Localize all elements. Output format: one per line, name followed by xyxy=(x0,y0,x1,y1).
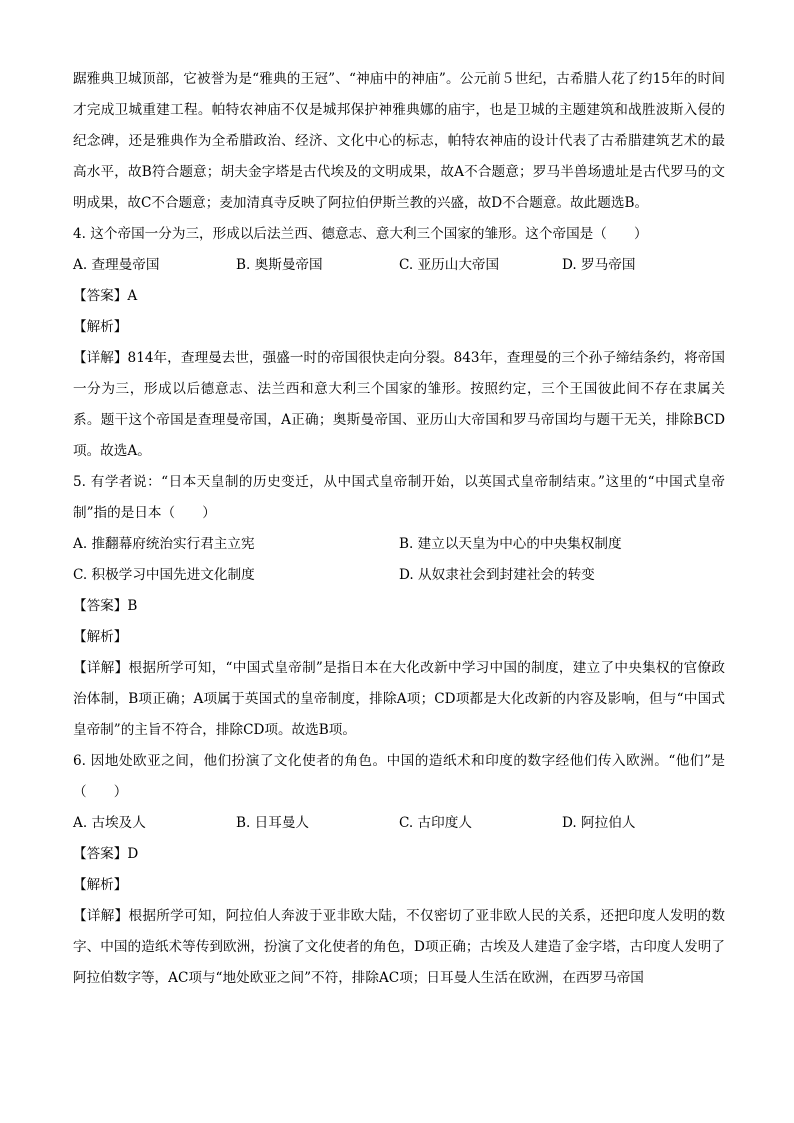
question-5-options xyxy=(73,529,725,591)
question-4-options xyxy=(73,250,725,281)
question-4-option-a: A. 查理曼帝国 xyxy=(73,257,160,273)
question-6-option-a: A. 古埃及人 xyxy=(73,815,146,831)
question-4-option-b: B. 奥斯曼帝国 xyxy=(236,257,323,273)
document-page xyxy=(73,64,725,994)
question-5-option-a: A. 推翻幕府统治实行君主立宪 xyxy=(73,536,255,552)
question-4-analysis-label: 【解析】 xyxy=(73,319,128,335)
question-6-option-c: C. 古印度人 xyxy=(399,815,472,831)
question-4-answer: 【答案】A xyxy=(73,288,138,304)
question-6-answer: 【答案】D xyxy=(73,846,139,862)
question-5-option-c: C. 积极学习中国先进文化制度 xyxy=(73,567,255,583)
question-6-option-d: D. 阿拉伯人 xyxy=(562,815,636,831)
question-6-options xyxy=(73,808,725,839)
intro-paragraph: 踞雅典卫城顶部，它被誉为是“雅典的王冠”、“神庙中的神庙”。公元前５世纪，古希腊人花了约15年的时间才完成卫城重建工程。帕特农神庙不仅是城邦保护神雅典娜的庙宇，也是卫城的主题建筑和战胜波斯入侵的纪念碑，还是雅典作为全希腊政治、经济、文化中心的标志，帕特农神庙的设计代表了古希腊建筑艺术的最高水平，故B符合题意；胡夫金字塔是古代埃及的文明成果，故A不合题意；罗马半兽场遗址是古代罗马的文明成果，故C不合题意；麦加清真寺反映了阿拉伯伊斯兰教的兴盛，故D不合题意。故此题选B。 xyxy=(73,71,725,211)
question-6-analysis-label: 【解析】 xyxy=(73,877,128,893)
question-5-answer: 【答案】B xyxy=(73,598,138,614)
question-4-stem: 4. 这个帝国一分为三，形成以后法兰西、德意志、意大利三个国家的雏形。这个帝国是（ ） xyxy=(73,226,648,242)
question-6-stem: 6. 因地处欧亚之间，他们扮演了文化使者的角色。中国的造纸术和印度的数字经他们传入欧洲。“他们”是（ ） xyxy=(73,753,725,800)
question-6-option-b: B. 日耳曼人 xyxy=(236,815,310,831)
question-6-detail: 【详解】根据所学可知，阿拉伯人奔波于亚非欧大陆，不仅密切了亚非欧人民的关系，还把印度人发明的数字、中国的造纸术等传到欧洲，扮演了文化使者的角色，D项正确；古埃及人建造了金字塔，古印度人发明了阿拉伯数字等，AC项与“地处欧亚之间”不符，排除AC项；日耳曼人生活在欧洲，在西罗马帝国 xyxy=(73,908,725,986)
question-5-option-d: D. 从奴隶社会到封建社会的转变 xyxy=(399,567,595,583)
question-4-option-d: D. 罗马帝国 xyxy=(562,257,636,273)
question-5-stem: 5. 有学者说：“日本天皇制的历史变迁，从中国式皇帝制开始，以英国式皇帝制结束。”这里的“中国式皇帝制”指的是日本（ ） xyxy=(73,474,725,521)
question-5-option-b: B. 建立以天皇为中心的中央集权制度 xyxy=(399,536,622,552)
question-5-analysis-label: 【解析】 xyxy=(73,629,128,645)
question-5-detail: 【详解】根据所学可知，“中国式皇帝制”是指日本在大化改新中学习中国的制度，建立了中央集权的官僚政治体制，B项正确；A项属于英国式的皇帝制度，排除A项；CD项都是大化改新的内容及影响，但与“中国式皇帝制”的主旨不符合，排除CD项。故选B项。 xyxy=(73,660,725,738)
question-4-detail: 【详解】814年，查理曼去世，强盛一时的帝国很快走向分裂。843年，查理曼的三个孙子缔结条约，将帝国一分为三，形成以后德意志、法兰西和意大利三个国家的雏形。按照约定，三个王国彼此间不存在隶属关系。题干这个帝国是查理曼帝国，A正确；奥斯曼帝国、亚历山大帝国和罗马帝国均与题干无关，排除BCD项。故选A。 xyxy=(73,350,725,459)
question-4-option-c: C. 亚历山大帝国 xyxy=(399,257,500,273)
